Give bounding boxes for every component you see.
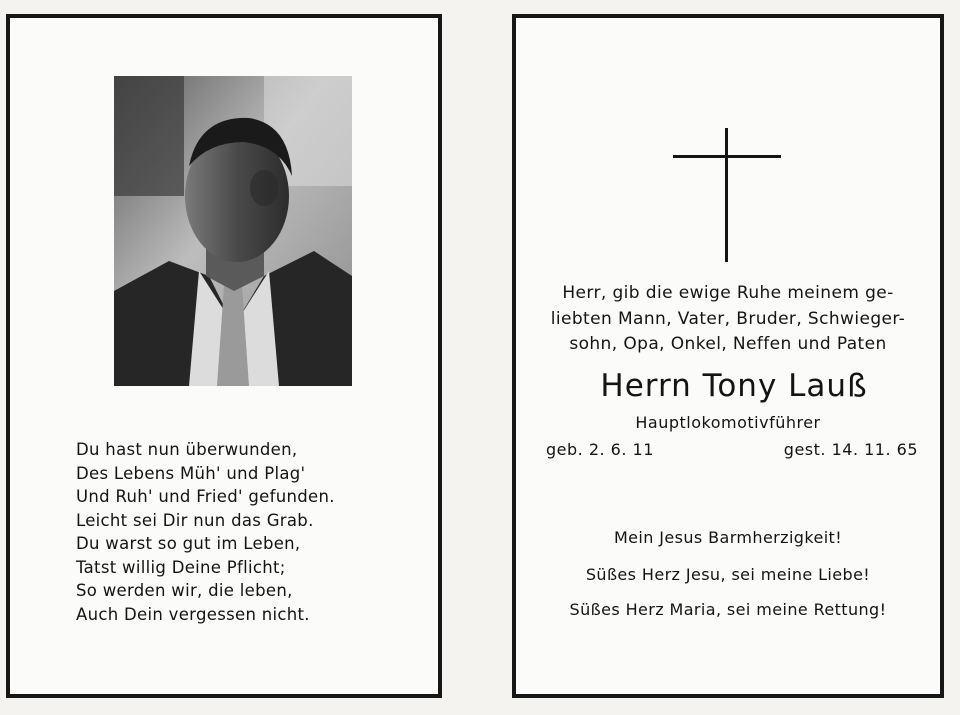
occupation: Hauptlokomotivführer (635, 413, 821, 432)
poem-line: Auch Dein vergessen nicht. (76, 604, 310, 624)
poem-line: Des Lebens Müh' und Plag' (76, 463, 306, 483)
poem-line: Du hast nun überwunden, (76, 440, 298, 459)
poem-line: Leicht sei Dir nun das Grab. (76, 510, 314, 530)
prayer-text (516, 281, 940, 358)
left-card (6, 14, 442, 698)
saying-line: Mein Jesus Barmherzigkeit! (613, 528, 843, 547)
birth-date: geb. 2. 6. 11 (546, 440, 654, 459)
portrait-photo (114, 76, 352, 386)
cross-vertical-bar (725, 128, 728, 262)
prayer-line: liebten Mann, Vater, Bruder, Schwieger- (550, 308, 906, 329)
deceased-name: Herrn Tony Lauß (600, 368, 868, 404)
poem-line: Und Ruh' und Fried' gefunden. (76, 487, 335, 506)
cross-horizontal-bar (673, 155, 781, 158)
saying-line: Süßes Herz Jesu, sei meine Liebe! (585, 565, 871, 584)
saying-line: Süßes Herz Maria, sei meine Rettung! (569, 600, 887, 619)
poem-line: So werden wir, die leben, (76, 581, 293, 600)
poem-line: Du warst so gut im Leben, (76, 534, 301, 553)
prayer-line: Herr, gib die ewige Ruhe meinem ge- (562, 283, 894, 303)
right-card (512, 14, 944, 698)
poem-line: Tatst willig Deine Pflicht; (76, 557, 286, 577)
death-date: gest. 14. 11. 65 (783, 440, 918, 459)
prayer-line: sohn, Opa, Onkel, Neffen und Paten (569, 334, 887, 354)
memorial-poem (76, 438, 416, 626)
